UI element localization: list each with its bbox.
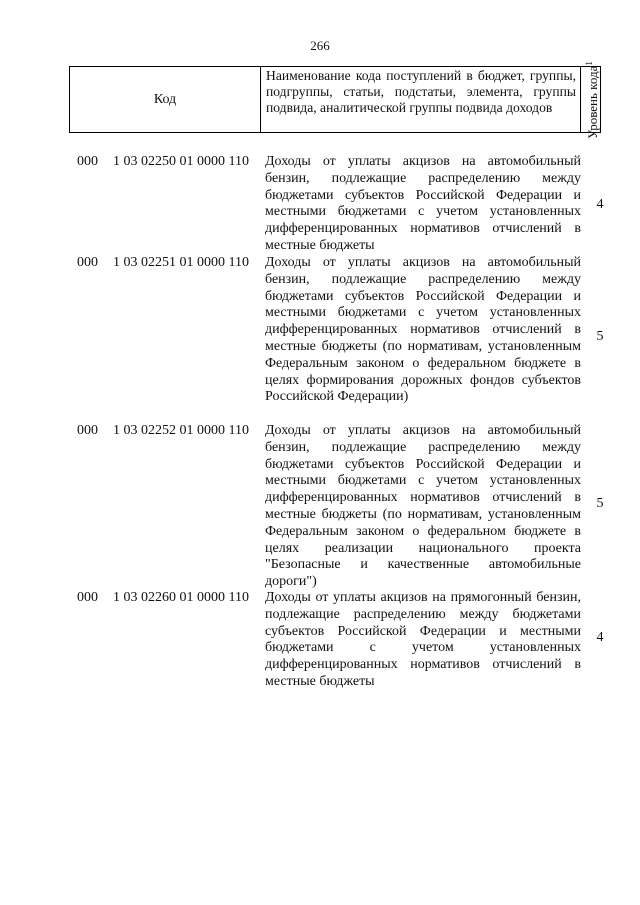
code-level: 5 [596, 329, 604, 344]
code-level: 5 [596, 496, 604, 511]
code-level: 4 [596, 197, 604, 212]
header-level-footnote: 1 [583, 60, 594, 66]
table-header [69, 60, 601, 139]
income-description: Доходы от уплаты акцизов на прямогонный бензин, подлежащие распределению между бюджетами субъектов Российской Федерации и местными бюджетами с учетом установленных дифференцированных нормативов отчислений в местные бюджеты [265, 590, 581, 689]
admin-code: 000 [77, 154, 98, 169]
income-description: Доходы от уплаты акцизов на автомобильный бензин, подлежащие распределению между бюджетами субъектов Российской Федерации и местными бюджетами с учетом установленных дифференцированных нормативов отчислений в местные бюджеты (по нормативам, установленным Федеральным законом о федеральном бюджете в целях формирования дорожных фондов субъектов Российской Федерации) [265, 255, 581, 405]
header-level-label: Уровень кода [585, 65, 601, 139]
income-code: 1 03 02250 01 0000 110 [113, 154, 249, 169]
code-level: 4 [596, 630, 604, 645]
admin-code: 000 [77, 423, 98, 438]
income-code: 1 03 02252 01 0000 110 [113, 423, 249, 438]
page-number: 266 [310, 38, 330, 53]
header-level [581, 60, 601, 139]
header-level-text [583, 61, 599, 139]
admin-code: 000 [77, 590, 98, 605]
income-description: Доходы от уплаты акцизов на автомобильный бензин, подлежащие распределению между бюджетами субъектов Российской Федерации и местными бюджетами с учетом установленных дифференцированных нормативов отчислений в местные бюджеты [265, 154, 581, 253]
income-code: 1 03 02260 01 0000 110 [113, 590, 249, 605]
income-code: 1 03 02251 01 0000 110 [113, 255, 249, 270]
header-name: Наименование кода поступлений в бюджет, группы, подгруппы, статьи, подстатьи, элемента, группы подвида, аналитической группы подвида доходов [261, 67, 581, 132]
income-description: Доходы от уплаты акцизов на автомобильный бензин, подлежащие распределению между бюджетами субъектов Российской Федерации и местными бюджетами с учетом установленных дифференцированных нормативов отчислений в местные бюджеты (по нормативам, установленным Федеральным законом о федеральном бюджете в целях реализации национального проекта "Безопасные и качественные автомобильные дороги") [265, 423, 581, 590]
admin-code: 000 [77, 255, 98, 270]
header-code: Код [70, 67, 261, 132]
